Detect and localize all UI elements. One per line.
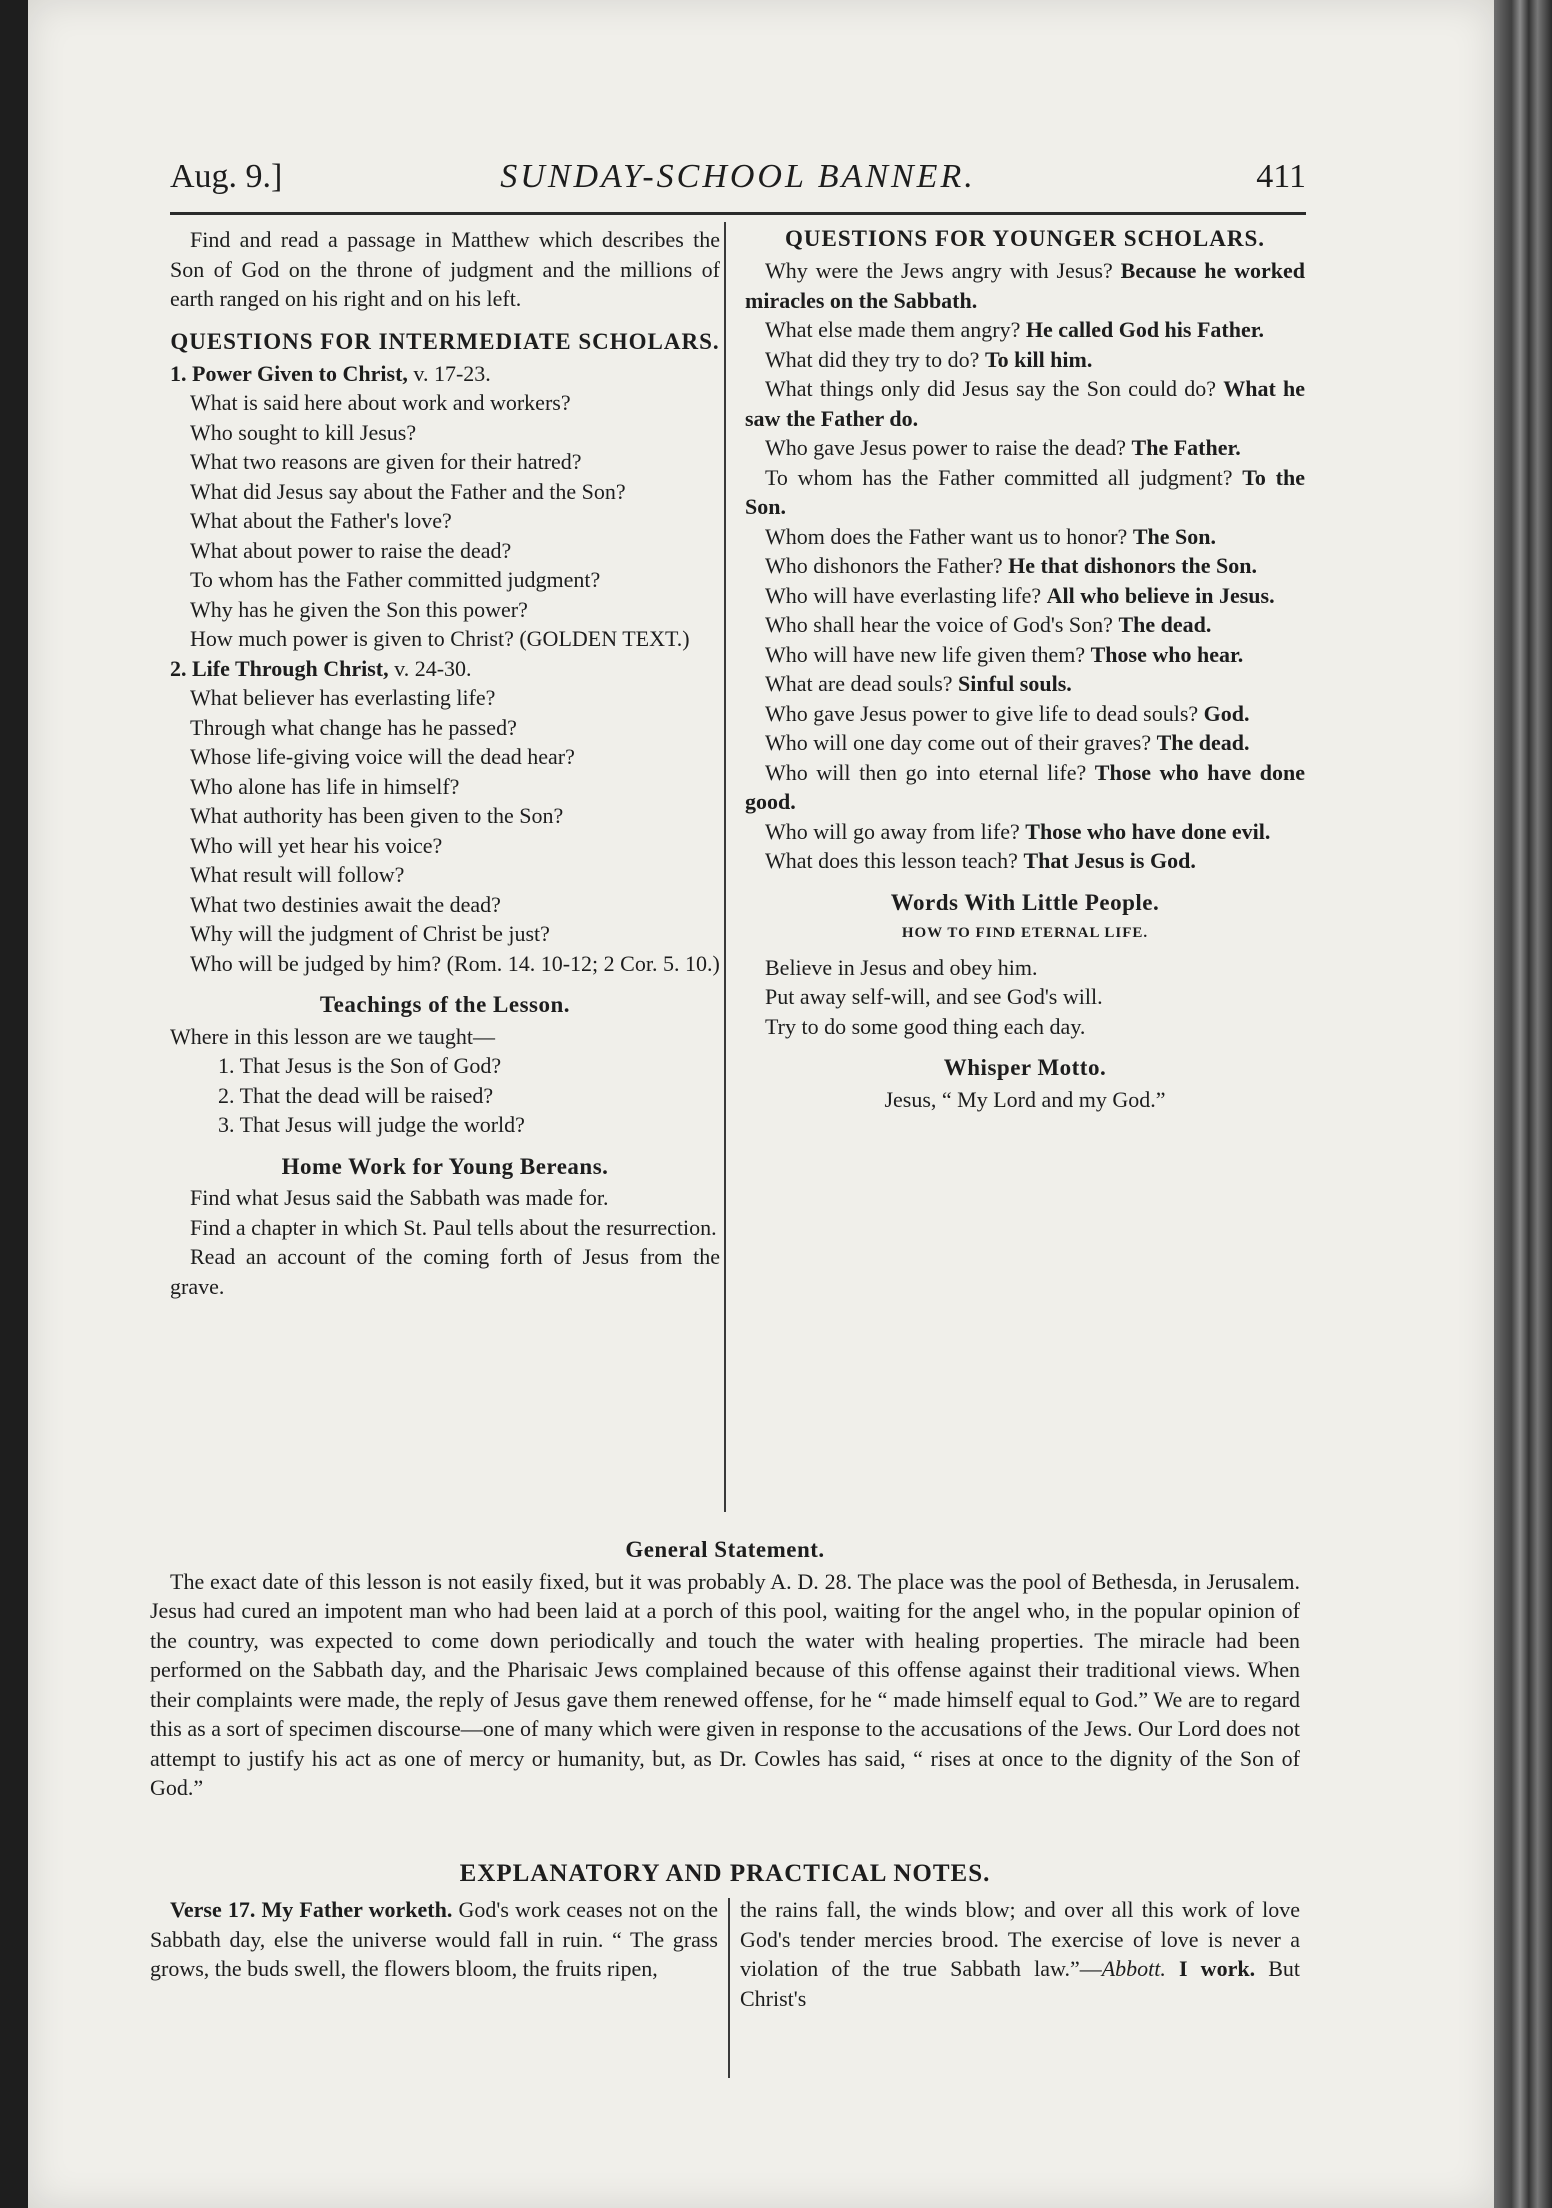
question: What about power to raise the dead?	[190, 537, 512, 563]
question: What is said here about work and workers?	[190, 390, 571, 415]
qa-item	[745, 551, 1305, 581]
section-1-title	[170, 359, 720, 389]
homework-item: Find what Jesus said the Sabbath was made for.	[190, 1185, 609, 1210]
question: Who will yet hear his voice?	[190, 832, 443, 858]
motto-heading: Whisper Motto.	[943, 1055, 1107, 1080]
qa-question: Who shall hear the voice of God's Son?	[765, 612, 1113, 637]
question: To whom has the Father committed judgment?	[190, 567, 601, 592]
motto-text: Jesus, “ My Lord and my God.”	[884, 1086, 1166, 1112]
qa-answer: He called God his Father.	[1025, 317, 1264, 342]
notes-right	[740, 1895, 1300, 2013]
younger-heading: QUESTIONS FOR YOUNGER SCHOLARS.	[784, 226, 1265, 251]
qa-answer: That Jesus is God.	[1023, 848, 1196, 873]
qa-item	[745, 669, 1305, 699]
qa-item	[745, 581, 1305, 611]
qa-question: Who will have everlasting life?	[765, 582, 1042, 608]
notes-author: Abbott.	[1101, 1956, 1166, 1981]
left-column	[170, 225, 720, 1301]
section-2-label: 2. Life Through Christ,	[170, 655, 389, 681]
question: Who sought to kill Jesus?	[190, 419, 417, 445]
question: What authority has been given to the Son?	[190, 803, 564, 828]
homework-heading: Home Work for Young Bereans.	[281, 1153, 609, 1179]
header-date: Aug. 9.]	[170, 158, 283, 195]
words-subheading: HOW TO FIND ETERNAL LIFE.	[901, 925, 1149, 941]
qa-answer: Those who have done evil.	[1025, 818, 1271, 844]
teachings-heading: Teachings of the Lesson.	[319, 992, 571, 1017]
qa-answer: The Son.	[1132, 523, 1216, 549]
question: How much power is given to Christ? (GOLDEN TEXT.)	[190, 626, 690, 651]
notes-left	[150, 1895, 718, 1984]
notes-right-end: But Christ's	[740, 1956, 1300, 2011]
verse-label: Verse 17. My Father worketh.	[170, 1897, 453, 1922]
header-rule	[170, 212, 1306, 215]
header-title: SUNDAY-SCHOOL BANNER.	[500, 158, 976, 195]
right-column	[745, 225, 1305, 1114]
words-line: Believe in Jesus and obey him.	[765, 954, 1038, 980]
question: What believer has everlasting life?	[190, 685, 496, 710]
question: Who will be judged by him? (Rom. 14. 10-12; 2 Cor. 5. 10.)	[190, 950, 720, 976]
question: Why will the judgment of Christ be just?	[190, 921, 550, 946]
words-line: Try to do some good thing each day.	[765, 1013, 1086, 1039]
qa-item	[745, 699, 1305, 729]
qa-question: Who will have new life given them?	[765, 641, 1086, 667]
question: What did Jesus say about the Father and the Son?	[190, 478, 626, 504]
section-1-questions	[170, 388, 720, 654]
question: Who alone has life in himself?	[190, 773, 460, 799]
qa-item	[745, 610, 1305, 640]
words-line: Put away self-will, and see God's will.	[765, 984, 1103, 1009]
homework-item: Read an account of the coming forth of Jesus from the grave.	[170, 1244, 720, 1299]
book-edge	[1494, 0, 1552, 2208]
qa-answer: To the Son.	[745, 464, 1305, 519]
intro-paragraph: Find and read a passage in Matthew which describes the Son of God on the throne of judgment and the millions of earth ranged on his right and on his left.	[170, 227, 720, 311]
page-number: 411	[1256, 158, 1306, 195]
qa-answer: What he saw the Father do.	[745, 376, 1306, 431]
qa-question: Who gave Jesus power to give life to dead souls?	[765, 700, 1199, 726]
qa-question: What are dead souls?	[765, 671, 953, 696]
qa-answer: Those who hear.	[1090, 641, 1244, 667]
qa-question: Who will then go into eternal life?	[765, 759, 1087, 785]
notes-heading: EXPLANATORY AND PRACTICAL NOTES.	[459, 1860, 991, 1887]
qa-question: What did they try to do?	[765, 346, 980, 372]
qa-item	[745, 345, 1305, 375]
page-header	[170, 150, 1306, 208]
notes-bold: I work.	[1165, 1956, 1256, 1981]
question: Through what change has he passed?	[190, 714, 517, 740]
question: Why has he given the Son this power?	[190, 596, 528, 622]
general-text: The exact date of this lesson is not easily fixed, but it was probably A. D. 28. The place was the pool of Bethesda, in Jerusalem. Jesus had cured an impotent man who had been laid at a porch of this pool, waiting for the angel who, in the popular opinion of the country, was expected to come down periodically and touch the water with healing properties. The miracle had been performed on the Sabbath day, and the Pharisaic Jews complained because of this offense against their traditional views. When their complaints were made, the reply of Jesus gave them renewed offense, for he “ made himself equal to God.” We are to regard this as a sort of specimen discourse—one of many which were given in response to the accusations of the Jews. Our Lord does not attempt to justify his act as one of mercy or humanity, but, as Dr. Cowles has said, “ rises at once to the dignity of the Son of God.”	[150, 1568, 1300, 1800]
qa-question: What else made them angry?	[765, 317, 1021, 342]
homework-item: Find a chapter in which St. Paul tells about the resurrection.	[190, 1214, 717, 1240]
qa-question: What things only did Jesus say the Son could do?	[765, 376, 1217, 401]
qa-answer: The Father.	[1131, 435, 1241, 460]
notes-left-text: God's work ceases not on the Sabbath day, else the universe would fall in ruin. “ The grass grows, the buds swell, the flowers bloom, the fruits ripen,	[150, 1897, 718, 1981]
qa-answer: God.	[1203, 700, 1250, 726]
teachings-intro: Where in this lesson are we taught—	[170, 1023, 496, 1049]
qa-answer: Sinful souls.	[958, 671, 1072, 696]
section-2-questions	[170, 683, 720, 978]
column-divider	[724, 222, 726, 1512]
question: Whose life-giving voice will the dead hear?	[190, 744, 575, 769]
question: What about the Father's love?	[190, 508, 452, 533]
qa-item	[745, 374, 1305, 433]
qa-question: Who gave Jesus power to raise the dead?	[765, 435, 1127, 460]
qa-answer: To kill him.	[984, 346, 1093, 372]
qa-answer: The dead.	[1118, 612, 1212, 637]
notes-column-divider	[728, 1898, 730, 2078]
qa-item	[745, 256, 1305, 315]
qa-answer: Those who have done good.	[745, 759, 1306, 814]
qa-answer: All who believe in Jesus.	[1046, 582, 1275, 608]
general-heading: General Statement.	[625, 1537, 825, 1562]
qa-item	[745, 817, 1305, 847]
general-statement	[150, 1535, 1300, 1803]
qa-question: What does this lesson teach?	[765, 848, 1018, 873]
qa-question: To whom has the Father committed all judgment?	[765, 464, 1233, 490]
qa-item	[745, 315, 1305, 345]
question: What two reasons are given for their hatred?	[190, 449, 582, 474]
section-1-label: 1. Power Given to Christ,	[170, 360, 408, 386]
younger-qa-list	[745, 256, 1305, 876]
section-2-ref: v. 24-30.	[388, 655, 472, 681]
qa-item	[745, 522, 1305, 552]
notes-right-text: the rains fall, the winds blow; and over all this work of love God's tender mercies brood. The exercise of love is never a violation of the true Sabbath law.”—	[740, 1897, 1300, 1981]
qa-question: Who will go away from life?	[765, 818, 1020, 844]
question: What result will follow?	[190, 862, 405, 887]
qa-answer: Because he worked miracles on the Sabbath.	[745, 258, 1306, 313]
teaching-item: 1. That Jesus is the Son of God?	[218, 1053, 502, 1078]
question: What two destinies await the dead?	[190, 891, 501, 917]
qa-item	[745, 758, 1305, 817]
qa-item	[745, 728, 1305, 758]
qa-item	[745, 640, 1305, 670]
words-heading: Words With Little People.	[890, 889, 1160, 915]
section-1-ref: v. 17-23.	[407, 360, 491, 386]
qa-item	[745, 433, 1305, 463]
teaching-item: 2. That the dead will be raised?	[218, 1082, 494, 1108]
qa-question: Who dishonors the Father?	[765, 553, 1003, 578]
intermediate-heading: QUESTIONS FOR INTERMEDIATE SCHOLARS.	[170, 328, 720, 354]
qa-answer: He that dishonors the Son.	[1008, 553, 1257, 578]
qa-question: Whom does the Father want us to honor?	[765, 523, 1128, 549]
section-2-title	[170, 654, 720, 684]
qa-answer: The dead.	[1156, 730, 1250, 755]
qa-question: Who will one day come out of their graves?	[765, 730, 1152, 755]
qa-item	[745, 463, 1305, 522]
teachings-list	[170, 1051, 720, 1140]
qa-item	[745, 846, 1305, 876]
teaching-item: 3. That Jesus will judge the world?	[218, 1112, 525, 1137]
qa-question: Why were the Jews angry with Jesus?	[765, 258, 1113, 283]
